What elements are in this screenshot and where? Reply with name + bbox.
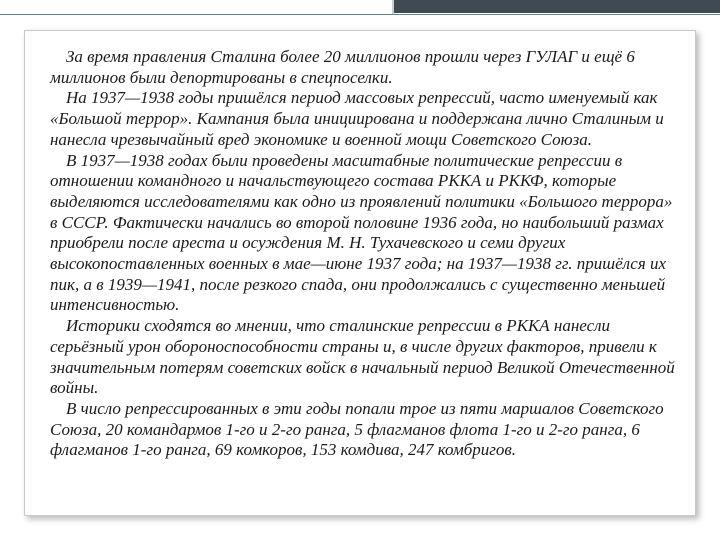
paragraph-army-repressions: В 1937—1938 годах были проведены масштабные политические репрессии в отношении командного и начальствующего состава РККА и РККФ, которые выделяются исследователями как одно из проявлений политики «Большого террора» в СССР. Фактически начались во второй половине 1936 года, но наибольший размах приобрели после ареста и осуждения М. Н. Тухачевского и семи других высокопоставленных военных в мае—июне 1937 года; на 1937—1938 гг. пришёлся их пик, а в 1939—1941, после резкого спада, они продолжались с существенно меньшей интенсивностью. (50, 150, 673, 315)
paragraph-historians: Историки сходятся во мнении, что сталинские репрессии в РККА нанесли серьёзный урон обороноспособности страны и, в числе других факторов, привели к значительным потерям советских войск в начальный период Великой Отечественной войны. (50, 316, 675, 398)
paragraph-gulag: За время правления Сталина более 20 миллионов прошли через ГУЛАГ и ещё 6 миллионов были депортированы в спецпоселки. (50, 47, 635, 87)
paragraph-repressed-count: В число репрессированных в эти годы попали трое из пяти маршалов Советского Союза, 20 командармов 1-го и 2-го ранга, 5 флагманов флота 1-го и 2-го ранга, 6 флагманов 1-го ранга, 69 комкоров, 153 комдива, 247 комбригов. (50, 398, 664, 460)
paragraph-great-terror: На 1937—1938 годы пришёлся период массовых репрессий, часто именуемый как «Большой террор». Кампания была инициирована и поддержана лично Сталиным и нанесла чрезвычайный вред экономике и военной мощи Советского Союза. (50, 88, 664, 149)
top-decor-dark-segment (392, 0, 720, 13)
top-decor-line (0, 14, 720, 15)
top-decor-bar (0, 0, 720, 14)
top-decor-tick (392, 0, 394, 14)
slide-text (50, 47, 682, 461)
